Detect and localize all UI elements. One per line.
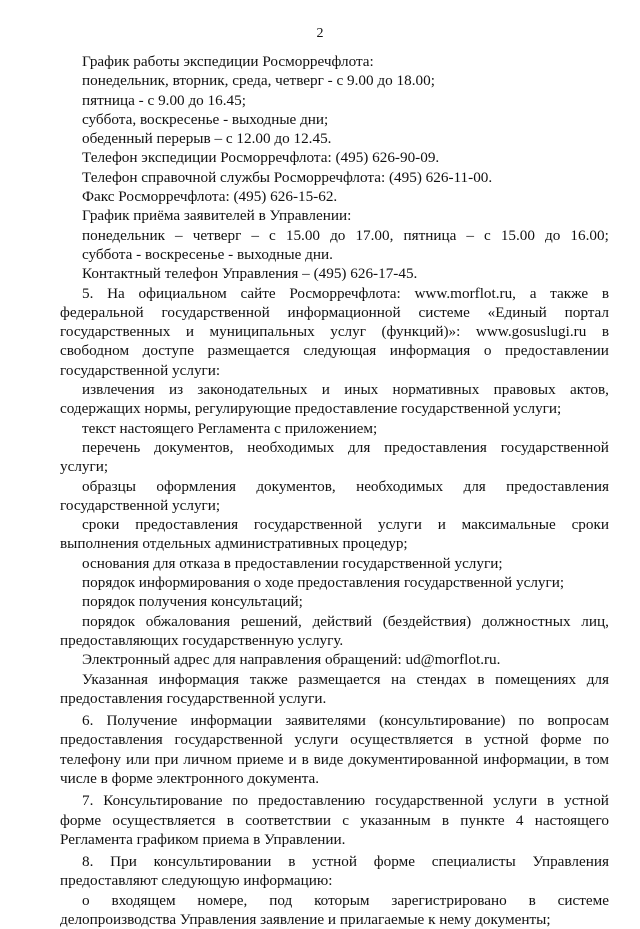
word: 5. bbox=[82, 284, 94, 302]
word: предоставлении bbox=[504, 342, 609, 360]
word: системе bbox=[557, 891, 609, 909]
word: Управления bbox=[532, 853, 609, 871]
text-line: государственной услуги: bbox=[60, 361, 221, 379]
word: телефону bbox=[60, 750, 122, 768]
text-line bbox=[60, 303, 609, 322]
word: 7. bbox=[82, 792, 94, 810]
word: информационной bbox=[287, 303, 401, 321]
text-line bbox=[60, 515, 609, 534]
text-line bbox=[60, 670, 609, 689]
word: соответствии bbox=[245, 811, 332, 829]
word: 4 bbox=[515, 811, 524, 829]
word: размещается bbox=[207, 342, 290, 360]
word: стендах bbox=[416, 670, 467, 688]
text-line: делопроизводства Управления заявление и прилагаемые к нему документы; bbox=[60, 911, 551, 929]
word: и bbox=[437, 516, 446, 534]
word: услуги bbox=[294, 731, 339, 749]
word: порядок bbox=[82, 612, 136, 630]
text-line: предоставления государственной услуги. bbox=[60, 689, 327, 707]
word: из bbox=[168, 381, 184, 399]
word: – bbox=[175, 226, 183, 244]
word: (бездействия) bbox=[382, 612, 472, 630]
word: с bbox=[342, 811, 350, 829]
text-line: Контактный телефон Управления – (495) 626-17-45. bbox=[82, 265, 418, 283]
word: Росморречфлота: bbox=[289, 284, 401, 302]
word: Консультирование bbox=[103, 792, 223, 810]
text-line: предоставляющих государственную услугу. bbox=[60, 631, 344, 649]
word: до bbox=[330, 226, 346, 244]
text-line: Регламента графиком приема в Управлении. bbox=[60, 830, 346, 848]
page-number: 2 bbox=[316, 26, 324, 41]
word: в bbox=[547, 792, 555, 810]
word: оформления bbox=[156, 477, 236, 495]
word: информации bbox=[190, 712, 273, 730]
word: государственной bbox=[253, 516, 363, 534]
text-line: Телефон экспедиции Росморречфлота: (495) 626-90-09. bbox=[82, 149, 440, 167]
word: государственной bbox=[500, 438, 609, 456]
word: 15.00 bbox=[500, 226, 535, 244]
word: зарегистрировано bbox=[391, 891, 507, 909]
text-line bbox=[60, 322, 609, 341]
word: специалисты bbox=[431, 853, 516, 871]
word: вопросам bbox=[547, 712, 609, 730]
word: также bbox=[550, 284, 589, 302]
text-line: Телефон справочной службы Росморречфлота: (495) 626-11-00. bbox=[82, 168, 493, 186]
word: федеральной bbox=[60, 303, 144, 321]
word: в bbox=[226, 811, 234, 829]
word: необходимых bbox=[247, 438, 335, 456]
word: в bbox=[301, 750, 309, 768]
word: www.morflot.ru, bbox=[414, 284, 516, 302]
word: в bbox=[601, 284, 609, 302]
word: пятница bbox=[403, 226, 457, 244]
word: с bbox=[484, 226, 491, 244]
text-line bbox=[60, 730, 609, 749]
word: о bbox=[483, 342, 492, 360]
text-line bbox=[60, 341, 609, 360]
word: которым bbox=[314, 891, 370, 909]
document-body bbox=[60, 52, 609, 929]
text-line: предоставляют следующую информацию: bbox=[60, 872, 333, 890]
text-line bbox=[60, 477, 609, 496]
word: документированной bbox=[348, 750, 479, 768]
word: муниципальных bbox=[209, 323, 315, 341]
word: осуществляется bbox=[350, 731, 454, 749]
word: Указанная bbox=[82, 670, 149, 688]
word: образцы bbox=[82, 477, 136, 495]
word: государственной bbox=[174, 731, 283, 749]
word: в bbox=[441, 811, 449, 829]
word: 6. bbox=[82, 712, 94, 730]
text-line: График работы экспедиции Росморречфлота: bbox=[82, 53, 374, 70]
word: перечень bbox=[82, 438, 141, 456]
word: и bbox=[321, 381, 330, 399]
text-line bbox=[60, 438, 609, 457]
word: в bbox=[464, 731, 473, 749]
word: устной bbox=[564, 792, 609, 810]
word: документов, bbox=[256, 477, 336, 495]
text-line: обеденный перерыв – с 12.00 до 12.45. bbox=[82, 130, 332, 148]
word: пункте bbox=[460, 811, 505, 829]
word: лиц, bbox=[581, 612, 609, 630]
word: сроки bbox=[571, 516, 609, 534]
text-line: содержащих нормы, регулирующие предоставление государственной услуги; bbox=[60, 400, 562, 418]
word: предоставления bbox=[384, 438, 487, 456]
text-line: порядок информирования о ходе предоставления государственной услуги; bbox=[82, 574, 565, 592]
word: предоставлению bbox=[258, 792, 366, 810]
word: по bbox=[232, 792, 249, 810]
word: На bbox=[107, 284, 125, 302]
word: заявителями bbox=[285, 712, 366, 730]
word: для bbox=[463, 477, 486, 495]
word: максимальные bbox=[461, 516, 556, 534]
word: предоставления bbox=[60, 731, 163, 749]
word: для bbox=[586, 670, 609, 688]
text-line: Факс Росморречфлота: (495) 626-15-62. bbox=[82, 188, 338, 206]
word: устной bbox=[483, 731, 529, 749]
word: Получение bbox=[106, 712, 178, 730]
word: доступе bbox=[142, 342, 194, 360]
word: государственной bbox=[375, 792, 484, 810]
word: по bbox=[593, 731, 609, 749]
word: нормативных bbox=[392, 381, 480, 399]
word: о bbox=[82, 891, 90, 909]
word: 8. bbox=[82, 853, 94, 871]
word: понедельник bbox=[82, 226, 165, 244]
word: документов, bbox=[154, 438, 234, 456]
word: в bbox=[477, 670, 485, 688]
word: информация bbox=[389, 342, 471, 360]
text-line: суббота, воскресенье - выходные дни; bbox=[82, 110, 329, 128]
word: а bbox=[529, 284, 537, 302]
word: услуг bbox=[330, 323, 366, 341]
word: с bbox=[269, 226, 276, 244]
text-line: услуги; bbox=[60, 458, 109, 476]
word: настоящего bbox=[534, 811, 609, 829]
word: государственных bbox=[60, 323, 171, 341]
word: «Единый bbox=[487, 303, 547, 321]
word: правовых bbox=[493, 381, 556, 399]
word: консультировании bbox=[153, 853, 272, 871]
word: приеме bbox=[236, 750, 284, 768]
word: сроки bbox=[82, 516, 120, 534]
word: – bbox=[251, 226, 259, 244]
word: услуги bbox=[377, 516, 422, 534]
word: личном bbox=[183, 750, 232, 768]
word: www.gosuslugi.ru bbox=[475, 323, 587, 341]
word: по bbox=[518, 712, 535, 730]
text-line: текст настоящего Регламента с приложением; bbox=[82, 419, 378, 437]
word: в bbox=[573, 750, 581, 768]
text-line: График приёма заявителей в Управлении: bbox=[82, 207, 352, 225]
text-line: пятница - с 9.00 до 16.45; bbox=[82, 91, 246, 109]
word: информация bbox=[158, 670, 240, 688]
text-line bbox=[60, 811, 609, 830]
word: размещается bbox=[298, 670, 381, 688]
word: действий bbox=[312, 612, 372, 630]
word: виде bbox=[313, 750, 344, 768]
text-line: понедельник, вторник, среда, четверг - с 9.00 до 18.00; bbox=[82, 72, 435, 90]
text-line bbox=[60, 750, 609, 769]
word: также bbox=[249, 670, 288, 688]
word: 17.00, bbox=[355, 226, 394, 244]
word: (консультирование) bbox=[378, 712, 506, 730]
text-line: порядок получения консультаций; bbox=[82, 593, 303, 611]
word: устной bbox=[312, 853, 357, 871]
word: под bbox=[269, 891, 293, 909]
word: в bbox=[288, 853, 296, 871]
text-line: числе в форме электронного документа. bbox=[60, 769, 320, 787]
word: 16.00; bbox=[570, 226, 609, 244]
word: предоставления bbox=[135, 516, 239, 534]
word: осуществляется bbox=[112, 811, 216, 829]
text-line bbox=[60, 791, 609, 810]
word: сайте bbox=[240, 284, 276, 302]
text-line bbox=[60, 284, 609, 303]
word: помещениях bbox=[495, 670, 577, 688]
word: следующая bbox=[303, 342, 377, 360]
word: иных bbox=[344, 381, 379, 399]
word: должностных bbox=[481, 612, 571, 630]
word: При bbox=[110, 853, 137, 871]
word: и bbox=[288, 750, 297, 768]
text-line: основания для отказа в предоставлении государственной услуги; bbox=[82, 554, 503, 572]
word: при bbox=[154, 750, 179, 768]
word: на bbox=[391, 670, 406, 688]
word: необходимых bbox=[356, 477, 444, 495]
word: информации, bbox=[483, 750, 569, 768]
word: и bbox=[185, 323, 194, 341]
word: портал bbox=[564, 303, 609, 321]
word: государственной bbox=[161, 303, 270, 321]
word: форме bbox=[540, 731, 582, 749]
text-line: суббота - воскресенье - выходные дни. bbox=[82, 245, 333, 263]
word: предоставления bbox=[506, 477, 609, 495]
word: обжалования bbox=[145, 612, 231, 630]
word: системе bbox=[418, 303, 470, 321]
word: в bbox=[601, 323, 609, 341]
word: свободном bbox=[60, 342, 130, 360]
word: (функций)»: bbox=[381, 323, 461, 341]
word: форме bbox=[60, 811, 102, 829]
word: форме bbox=[373, 853, 415, 871]
text-line: Электронный адрес для направления обращений: ud@morflot.ru. bbox=[82, 651, 501, 669]
word: актов, bbox=[570, 381, 609, 399]
word: извлечения bbox=[82, 381, 155, 399]
text-line bbox=[60, 711, 609, 730]
word: четверг bbox=[192, 226, 242, 244]
word: входящем bbox=[111, 891, 176, 909]
word: официальном bbox=[138, 284, 227, 302]
word: решений, bbox=[240, 612, 302, 630]
word: законодательных bbox=[197, 381, 308, 399]
text-line: выполнения отдельных административных процедур; bbox=[60, 535, 408, 553]
word: для bbox=[348, 438, 371, 456]
text-line: государственной услуги; bbox=[60, 496, 221, 514]
text-line bbox=[60, 852, 609, 871]
text-line bbox=[60, 226, 609, 245]
word: номере, bbox=[197, 891, 248, 909]
word: 15.00 bbox=[285, 226, 321, 244]
word: в bbox=[528, 891, 536, 909]
word: услуги bbox=[493, 792, 538, 810]
word: или bbox=[125, 750, 150, 768]
word: указанным bbox=[360, 811, 431, 829]
word: том bbox=[585, 750, 609, 768]
text-line bbox=[60, 380, 609, 399]
text-line bbox=[60, 612, 609, 631]
word: до bbox=[545, 226, 561, 244]
text-line bbox=[60, 891, 609, 910]
word: – bbox=[466, 226, 474, 244]
